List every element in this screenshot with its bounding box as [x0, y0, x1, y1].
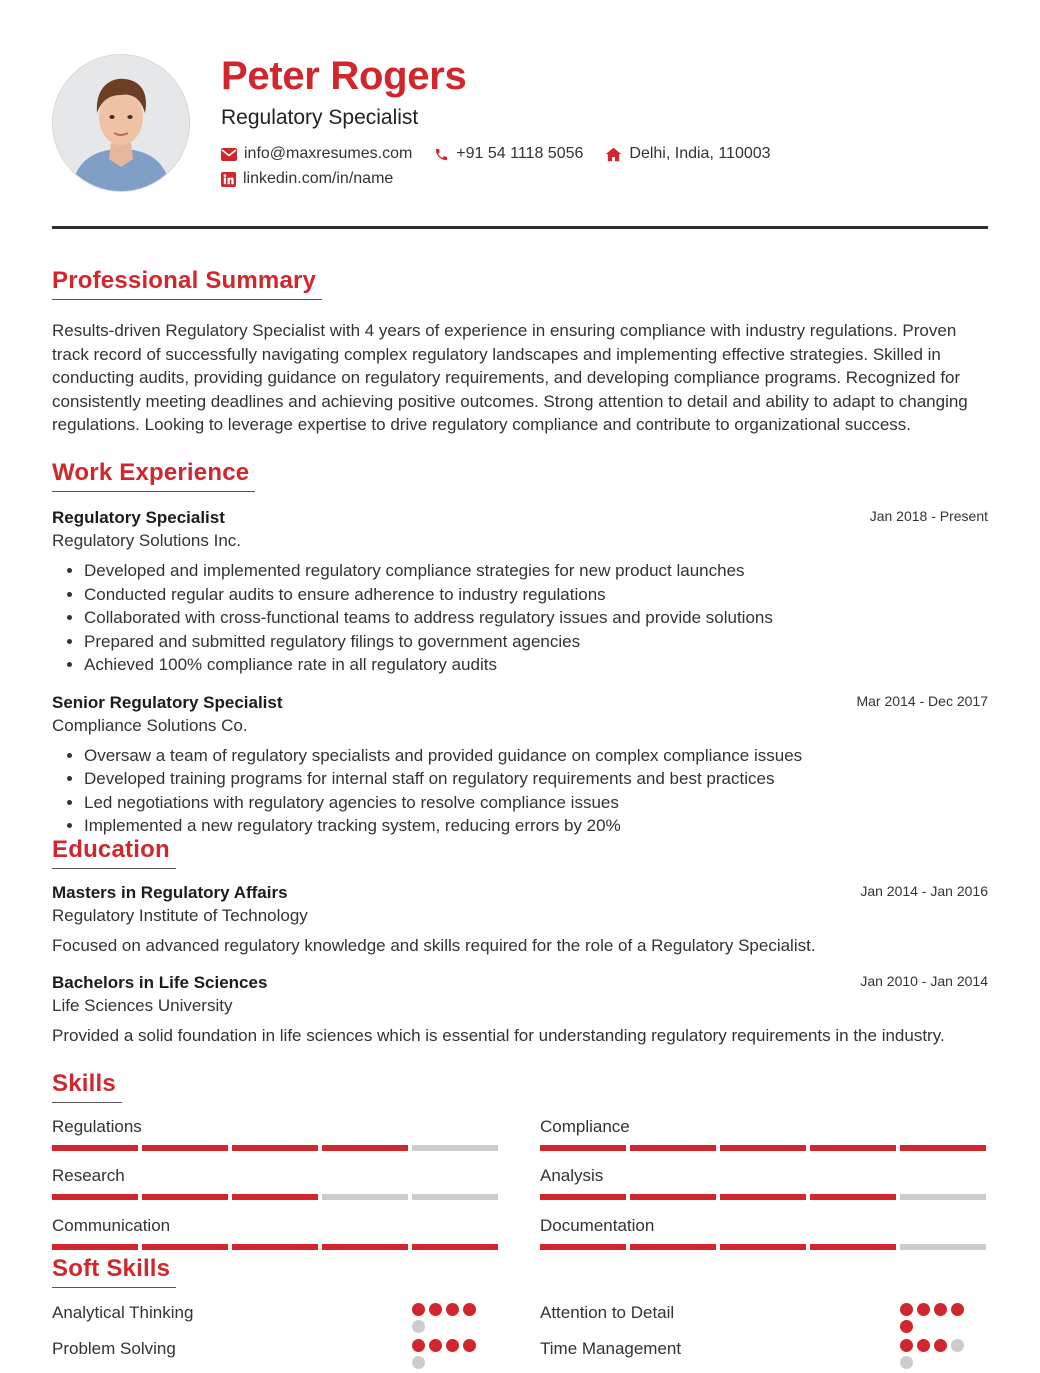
home-icon — [605, 147, 622, 162]
soft-skills-heading: Soft Skills — [52, 1254, 176, 1288]
skill-level-segment — [720, 1194, 806, 1200]
soft-skill-item — [52, 1338, 492, 1360]
skill-item — [540, 1165, 987, 1200]
contact-row-2 — [221, 170, 415, 188]
job-title: Senior Regulatory Specialist — [52, 692, 283, 712]
skill-level-segment — [232, 1145, 318, 1151]
experience-section — [52, 458, 988, 838]
skill-level-segment — [142, 1145, 228, 1151]
soft-skill-name: Attention to Detail — [540, 1303, 675, 1322]
skill-level-segment — [630, 1194, 716, 1200]
skill-level-segment — [540, 1194, 626, 1200]
experience-heading: Work Experience — [52, 458, 255, 492]
skill-level-segment — [630, 1244, 716, 1250]
skill-level-segment — [630, 1145, 716, 1151]
education-dates: Jan 2014 - Jan 2016 — [860, 883, 988, 899]
skill-level-bar — [52, 1145, 499, 1151]
skill-item — [52, 1116, 499, 1151]
phone-text: +91 54 1118 5056 — [456, 145, 584, 162]
rating-dot — [412, 1320, 425, 1333]
skill-level-segment — [322, 1194, 408, 1200]
skill-level-segment — [52, 1194, 138, 1200]
rating-dot — [951, 1303, 964, 1316]
job-entry — [52, 691, 988, 838]
education-entry — [52, 881, 988, 958]
skill-level-segment — [412, 1244, 498, 1250]
skill-level-segment — [900, 1244, 986, 1250]
summary-heading: Professional Summary — [52, 266, 322, 300]
skill-level-segment — [322, 1145, 408, 1151]
skill-item — [52, 1165, 499, 1200]
degree-title: Masters in Regulatory Affairs — [52, 883, 288, 902]
rating-dot — [446, 1339, 459, 1352]
job-bullets — [52, 559, 988, 677]
rating-dot — [917, 1339, 930, 1352]
skill-level-segment — [810, 1244, 896, 1250]
skill-level-bar — [52, 1244, 499, 1250]
rating-dot — [900, 1356, 913, 1369]
job-dates: Jan 2018 - Present — [869, 508, 988, 524]
skill-level-segment — [810, 1194, 896, 1200]
job-bullet: • Achieved 100% compliance rate in all regulatory audits — [84, 653, 988, 677]
contact-phone[interactable] — [434, 145, 583, 163]
skill-item — [540, 1215, 987, 1250]
skill-level-segment — [540, 1145, 626, 1151]
school-name: Regulatory Institute of Technology — [52, 906, 308, 925]
skill-level-segment — [142, 1194, 228, 1200]
rating-dot — [412, 1339, 425, 1352]
rating-dot — [900, 1320, 913, 1333]
rating-dot — [429, 1303, 442, 1316]
skill-item — [540, 1116, 987, 1151]
education-section — [52, 835, 988, 1047]
rating-dot — [900, 1339, 913, 1352]
job-bullet: • Prepared and submitted regulatory filings to government agencies — [84, 630, 988, 654]
job-bullet: • Implemented a new regulatory tracking system, reducing errors by 20% — [84, 814, 988, 838]
skill-level-segment — [540, 1244, 626, 1250]
rating-dot — [429, 1339, 442, 1352]
skills-section — [52, 1069, 988, 1254]
soft-skill-item — [540, 1302, 980, 1324]
school-name: Life Sciences University — [52, 995, 233, 1015]
skill-level-segment — [52, 1244, 138, 1250]
skill-level-segment — [232, 1194, 318, 1200]
job-bullet: • Led negotiations with regulatory agencies to resolve compliance issues — [84, 791, 988, 815]
skill-name: Communication — [52, 1216, 171, 1235]
skill-level-segment — [900, 1145, 986, 1151]
skill-level-segment — [412, 1145, 498, 1151]
education-heading: Education — [52, 835, 176, 869]
profile-avatar-icon — [53, 55, 189, 191]
header-divider — [52, 226, 988, 229]
job-bullet: • Developed and implemented regulatory compliance strategies for new product launches — [84, 559, 988, 583]
skill-level-segment — [232, 1244, 318, 1250]
education-dates: Jan 2010 - Jan 2014 — [860, 972, 988, 989]
soft-skill-item — [52, 1302, 492, 1324]
rating-dot — [951, 1339, 964, 1352]
rating-dot — [446, 1303, 459, 1316]
soft-skill-rating — [900, 1303, 972, 1337]
skill-level-bar — [540, 1244, 987, 1250]
skill-item — [52, 1215, 499, 1250]
rating-dot — [934, 1339, 947, 1352]
rating-dot — [463, 1303, 476, 1316]
skill-level-segment — [810, 1145, 896, 1151]
skill-name: Research — [52, 1166, 125, 1185]
degree-title: Bachelors in Life Sciences — [52, 972, 268, 992]
rating-dot — [463, 1339, 476, 1352]
skill-level-segment — [52, 1145, 138, 1151]
job-company: Compliance Solutions Co. — [52, 715, 248, 735]
skill-name: Compliance — [540, 1117, 630, 1136]
summary-text: Results-driven Regulatory Specialist with 4 years of experience in ensuring compliance with industry regulations. Proven track record of successfully navigating complex regulatory landscapes and implementing effective strategies. Skilled in conducting audits, providing guidance on regulatory requirements, and developing compliance programs. Recognized for consistently meeting deadlines and achieving positive outcomes. Strong attention to detail and ability to adapt to changing regulations. Looking to leverage expertise to drive regulatory compliance and contribute to organizational success. — [52, 321, 968, 435]
job-bullets — [52, 744, 988, 838]
education-description: Provided a solid foundation in life sciences which is essential for understanding regulatory requirements in the industry. — [52, 1025, 945, 1045]
rating-dot — [917, 1303, 930, 1316]
skill-name: Regulations — [52, 1117, 142, 1136]
linkedin-text: linkedin.com/in/name — [243, 170, 394, 187]
soft-skill-name: Time Management — [540, 1339, 682, 1358]
skills-heading: Skills — [52, 1069, 122, 1103]
rating-dot — [412, 1303, 425, 1316]
soft-skill-rating — [900, 1339, 972, 1373]
contact-row — [221, 145, 793, 163]
phone-icon — [434, 147, 449, 162]
skill-level-bar — [540, 1145, 987, 1151]
skill-level-segment — [900, 1194, 986, 1200]
job-bullet: • Conducted regular audits to ensure adherence to industry regulations — [84, 583, 988, 607]
location-text: Delhi, India, 110003 — [629, 145, 771, 162]
job-title: Regulatory Specialist — [52, 508, 225, 527]
job-bullet: • Developed training programs for internal staff on regulatory requirements and best practices — [84, 767, 988, 791]
job-dates: Mar 2014 - Dec 2017 — [856, 692, 988, 709]
skill-level-segment — [322, 1244, 408, 1250]
contact-email[interactable] — [221, 145, 412, 163]
skill-level-bar — [540, 1194, 987, 1200]
summary-section — [52, 266, 988, 437]
linkedin-icon — [221, 172, 236, 187]
rating-dot — [412, 1356, 425, 1369]
contact-location — [605, 145, 770, 163]
education-entry — [52, 971, 988, 1048]
rating-dot — [934, 1303, 947, 1316]
soft-skill-item — [540, 1338, 980, 1360]
skill-level-segment — [142, 1244, 228, 1250]
candidate-title: Regulatory Specialist — [221, 106, 419, 129]
job-entry — [52, 506, 988, 677]
skill-level-segment — [720, 1145, 806, 1151]
soft-skill-rating — [412, 1339, 484, 1373]
soft-skill-name: Analytical Thinking — [52, 1303, 194, 1322]
education-description: Focused on advanced regulatory knowledge and skills required for the role of a Regulatory Specialist. — [52, 936, 816, 955]
job-bullet: • Collaborated with cross-functional teams to address regulatory issues and provide solutions — [84, 606, 988, 630]
job-company: Regulatory Solutions Inc. — [52, 531, 241, 550]
contact-linkedin[interactable] — [221, 170, 393, 188]
skill-name: Analysis — [540, 1166, 604, 1185]
skill-name: Documentation — [540, 1216, 655, 1235]
soft-skill-name: Problem Solving — [52, 1339, 176, 1358]
skill-level-bar — [52, 1194, 499, 1200]
skill-level-segment — [720, 1244, 806, 1250]
soft-skill-rating — [412, 1303, 484, 1337]
candidate-name: Peter Rogers — [221, 54, 467, 98]
envelope-icon — [221, 148, 237, 161]
job-bullet: • Oversaw a team of regulatory specialists and provided guidance on complex compliance issues — [84, 744, 988, 768]
soft-skills-section — [52, 1254, 988, 1372]
skill-level-segment — [412, 1194, 498, 1200]
profile-photo — [52, 54, 190, 192]
rating-dot — [900, 1303, 913, 1316]
email-text: info@maxresumes.com — [244, 145, 413, 162]
